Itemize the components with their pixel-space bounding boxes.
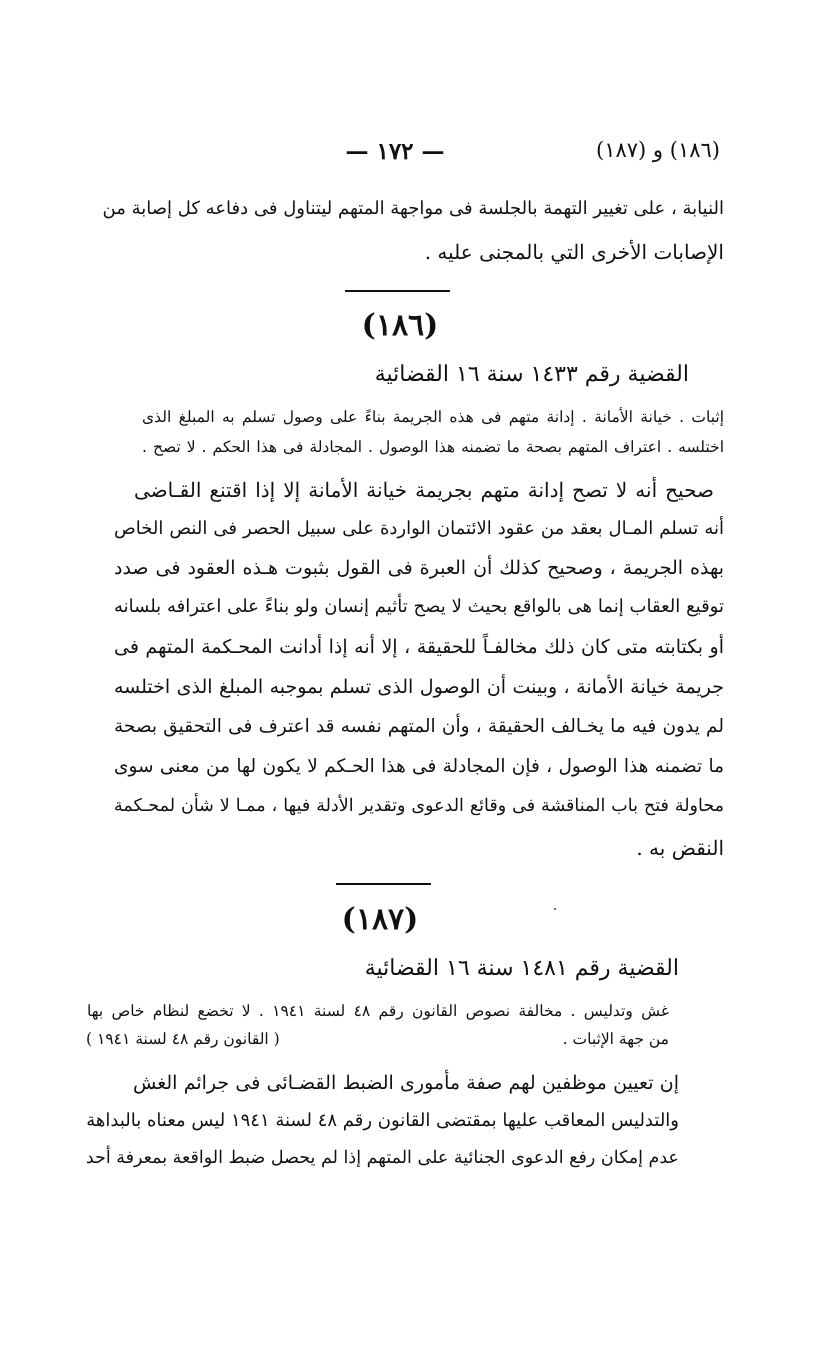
body-line: جريمة خيانة الأمانة ، وبينت أن الوصول الذى تسلم بموجبه المبلغ الذى اختلسه (114, 676, 724, 698)
body-line: ما تضمنه هذا الوصول ، فإن المجادلة فى هذا الحـكم لا يكون لها من معنى سوى (114, 756, 724, 777)
body-line: النقض به . (636, 836, 724, 860)
separator-rule (336, 883, 431, 885)
case-summary-line: غش وتدليس . مخالفة نصوص القانون رقم ٤٨ لسنة ١٩٤١ . لا تخضع لنظام خاص بها (87, 1002, 669, 1020)
case-reference: القضية رقم ١٤٨١ سنة ١٦ القضائية (364, 956, 679, 981)
law-reference: ( القانون رقم ٤٨ لسنة ١٩٤١ ) (86, 1030, 280, 1048)
case-number: (١٨٦) (361, 308, 439, 343)
body-line: والتدليس المعاقب عليها بمقتضى القانون رقم ٤٨ لسنة ١٩٤١ ليس معناه بالبداهة (86, 1110, 679, 1131)
body-line: لم يدون فيه ما يخـالف الحقيقة ، وأن المتهم نفسه قد اعترف فى التحقيق بصحة (114, 716, 724, 737)
case-summary-line: اختلسه . اعتراف المتهم بصحة ما تضمنه هذا الوصول . المجادلة فى هذا الحكم . لا تصح . (142, 438, 724, 456)
body-line: عدم إمكان رفع الدعوى الجنائية على المتهم إذا لم يحصل ضبط الواقعة بمعرفة أحد (85, 1148, 679, 1168)
case-reference: القضية رقم ١٤٣٣ سنة ١٦ القضائية (374, 362, 689, 387)
page-number: — ١٧٢ — (345, 138, 445, 165)
body-line: محاولة فتح باب المناقشة فى وقائع الدعوى وتقدير الأدلة فيها ، ممـا لا شأن لمحـكمة (114, 796, 724, 816)
separator-rule (345, 290, 450, 292)
body-line: أنه تسلم المـال بعقد من عقود الائتمان الواردة على سبيل الحصر فى النص الخاص (114, 518, 724, 539)
intro-line: النيابة ، على تغيير التهمة بالجلسة فى مواجهة المتهم ليتناول فى دفاعه كل إصابة من (102, 198, 724, 219)
body-line: بهذه الجريمة ، وصحيح كذلك أن العبرة فى القول بثبوت هـذه العقود فى صدد (114, 557, 724, 579)
body-line: إن تعيين موظفين لهم صفة مأمورى الضبط القضـائى فى جرائم الغش (133, 1072, 679, 1094)
intro-line: الإصابات الأخرى التي بالمجنى عليه . (424, 240, 724, 264)
body-line: صحيح أنه لا تصح إدانة متهم بجريمة خيانة الأمانة إلا إذا اقتنع القـاضى (134, 478, 714, 502)
case-summary-line: إثبات . خيانة الأمانة . إدانة متهم فى هذه الجريمة بناءً على وصول تسلم به المبلغ الذى (142, 408, 724, 426)
body-line: توقيع العقاب إنما هى بالواقع بحيث لا يصح تأثيم إنسان ولو بناءً على اعترافه بلسانه (114, 596, 724, 617)
case-number: (١٨٧) (341, 902, 419, 937)
case-summary-line: من جهة الإثبات . (562, 1030, 669, 1048)
speck (554, 908, 556, 910)
body-line: أو بكتابته متى كان ذلك مخالفـاً للحقيقة ، إلا أنه إذا أدانت المحـكمة المتهم فى (114, 636, 724, 658)
running-head: (١٨٦) و (١٨٧) (596, 138, 720, 162)
